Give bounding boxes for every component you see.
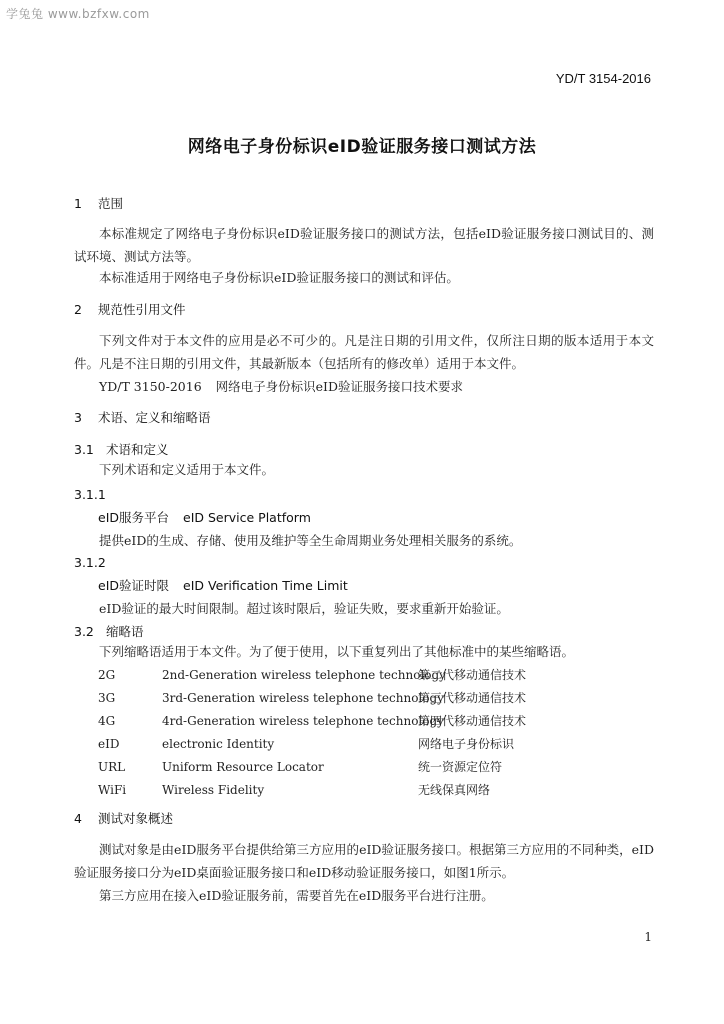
abbreviation-row	[98, 781, 490, 798]
term-definition-2: eID验证的最大时间限制。超过该时限后，验证失败，要求重新开始验证。	[99, 601, 509, 616]
abbreviation-chinese: 第四代移动通信技术	[418, 714, 527, 728]
abbreviation-chinese: 网络电子身份标识	[418, 737, 515, 751]
section-1-paragraph-2: 本标准适用于网络电子身份标识eID验证服务接口的测试和评估。	[99, 270, 459, 285]
reference-title: 网络电子身份标识eID验证服务接口技术要求	[215, 379, 464, 394]
reference-code: YD/T 3150-2016	[99, 379, 202, 394]
section-number: 1	[74, 196, 82, 211]
section-4-heading	[74, 809, 173, 827]
section-3-1-intro: 下列术语和定义适用于本文件。	[99, 462, 275, 477]
abbreviation: 3G	[98, 691, 116, 705]
page-number: 1	[644, 930, 652, 944]
section-title: 规范性引用文件	[98, 302, 186, 317]
abbreviation-english: 4rd-Generation wireless telephone technology	[162, 714, 444, 728]
abbreviation: 2G	[98, 668, 116, 682]
section-2-heading	[74, 300, 186, 318]
section-number: 3	[74, 410, 82, 425]
abbreviation-chinese: 第三代移动通信技术	[418, 691, 527, 705]
section-3-1-2-number: 3.1.2	[74, 555, 106, 570]
abbreviation-english: Uniform Resource Locator	[162, 760, 324, 774]
section-title: 测试对象概述	[98, 811, 174, 826]
abbreviation: 4G	[98, 714, 116, 728]
abbreviation-chinese: 无线保真网络	[418, 783, 491, 797]
abbreviation-english: 2nd-Generation wireless telephone technology	[162, 668, 446, 682]
abbreviation-row	[98, 689, 526, 706]
document-code: YD/T 3154-2016	[555, 71, 651, 86]
abbreviation: eID	[98, 737, 120, 751]
section-title: 缩略语	[106, 624, 144, 639]
section-1-heading	[74, 194, 123, 212]
abbreviation-english: 3rd-Generation wireless telephone technology	[162, 691, 444, 705]
abbreviation: WiFi	[98, 783, 127, 797]
section-2-paragraph-1: 下列文件对于本文件的应用是必不可少的。凡是注日期的引用文件，仅所注日期的版本适用于本文件。凡是不注日期的引用文件，其最新版本（包括所有的修改单）适用于本文件。	[74, 333, 654, 371]
term-entry-2	[98, 576, 348, 594]
term-english: eID Verification Time Limit	[183, 578, 348, 593]
section-3-2-heading	[74, 622, 144, 640]
section-3-1-heading	[74, 440, 169, 458]
section-4-paragraph-1: 测试对象是由eID服务平台提供给第三方应用的eID验证服务接口。根据第三方应用的不同种类，eID验证服务接口分为eID桌面验证服务接口和eID移动验证服务接口，如图1所示。	[74, 842, 654, 880]
section-3-heading	[74, 408, 211, 426]
section-title: 术语和定义	[106, 442, 169, 457]
abbreviation-english: electronic Identity	[162, 737, 275, 751]
abbreviation-chinese: 第二代移动通信技术	[418, 668, 527, 682]
term-chinese: eID验证时限	[98, 578, 170, 593]
abbreviation-row	[98, 735, 514, 752]
abbreviation-row	[98, 712, 526, 729]
abbreviation-row	[98, 666, 526, 683]
abbreviation-row	[98, 758, 502, 775]
section-1-paragraph-1: 本标准规定了网络电子身份标识eID验证服务接口的测试方法，包括eID验证服务接口测试目的、测试环境、测试方法等。	[74, 226, 654, 264]
abbreviation-english: Wireless Fidelity	[162, 783, 265, 797]
term-entry-1	[98, 508, 311, 526]
term-definition-1: 提供eID的生成、存储、使用及维护等全生命周期业务处理相关服务的系统。	[99, 533, 522, 548]
section-4-paragraph-2: 第三方应用在接入eID验证服务前，需要首先在eID服务平台进行注册。	[99, 888, 494, 903]
section-number: 2	[74, 302, 82, 317]
section-3-2-intro: 下列缩略语适用于本文件。为了便于使用，以下重复列出了其他标准中的某些缩略语。	[99, 644, 575, 659]
section-title: 范围	[98, 196, 124, 211]
term-chinese: eID服务平台	[98, 510, 170, 525]
watermark: 学兔兔 www.bzfxw.com	[6, 7, 150, 21]
term-english: eID Service Platform	[183, 510, 311, 525]
section-3-1-1-number: 3.1.1	[74, 487, 106, 502]
abbreviation-chinese: 统一资源定位符	[418, 760, 503, 774]
normative-reference	[74, 375, 654, 398]
section-title: 术语、定义和缩略语	[98, 410, 211, 425]
section-number: 3.1	[74, 442, 94, 457]
abbreviation: URL	[98, 760, 126, 774]
document-title: 网络电子身份标识eID验证服务接口测试方法	[187, 137, 537, 157]
section-number: 3.2	[74, 624, 94, 639]
section-number: 4	[74, 811, 82, 826]
